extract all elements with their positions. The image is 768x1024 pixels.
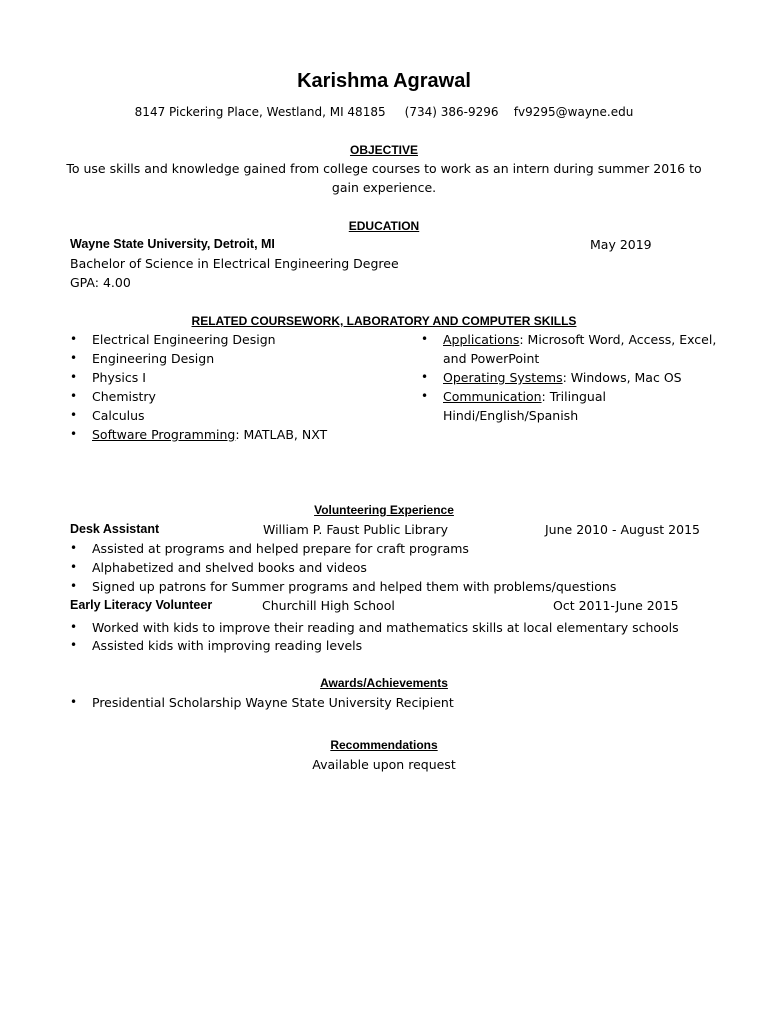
bullet-icon: •	[421, 370, 429, 384]
job-duty: Assisted at programs and helped prepare for craft programs	[92, 541, 469, 556]
volunteering-heading: Volunteering Experience	[314, 503, 454, 517]
job-duty: Worked with kids to improve their reading and mathematics skills at local elementary schools	[92, 620, 679, 635]
job-date: June 2010 - August 2015	[545, 522, 700, 537]
communication-continuation: Hindi/English/Spanish	[443, 408, 579, 423]
skill-item: Engineering Design	[92, 351, 215, 366]
job-duty: Alphabetized and shelved books and videos	[92, 560, 367, 575]
applications-label: Applications	[443, 332, 520, 347]
job-title: Desk Assistant	[70, 522, 160, 536]
bullet-icon: •	[70, 427, 78, 441]
skill-item: Chemistry	[92, 389, 156, 404]
skill-item-applications	[443, 332, 716, 347]
recommendations-text: Available upon request	[312, 757, 456, 772]
skill-item: Calculus	[92, 408, 145, 423]
recommendations-heading: Recommendations	[330, 738, 438, 752]
bullet-icon: •	[70, 408, 78, 422]
bullet-icon: •	[70, 579, 78, 593]
award-item: Presidential Scholarship Wayne State University Recipient	[92, 695, 454, 710]
job-organization: William P. Faust Public Library	[263, 522, 449, 537]
bullet-icon: •	[70, 389, 78, 403]
awards-heading: Awards/Achievements	[320, 676, 448, 690]
education-degree: Bachelor of Science in Electrical Engineering Degree	[70, 256, 399, 271]
bullet-icon: •	[421, 389, 429, 403]
job-title: Early Literacy Volunteer	[70, 598, 213, 612]
bullet-icon: •	[70, 695, 78, 709]
bullet-icon: •	[70, 370, 78, 384]
candidate-name: Karishma Agrawal	[297, 70, 471, 92]
bullet-icon: •	[70, 332, 78, 346]
communication-value: : Trilingual	[541, 389, 606, 404]
education-heading: EDUCATION	[348, 219, 420, 233]
objective-heading: OBJECTIVE	[349, 143, 418, 157]
skill-item: Physics I	[92, 370, 146, 385]
job-organization: Churchill High School	[262, 598, 395, 613]
contact-line: 8147 Pickering Place, Westland, MI 48185 (734) 386-9296 fv9295@wayne.edu	[134, 105, 634, 119]
bullet-icon: •	[70, 351, 78, 365]
bullet-icon: •	[70, 638, 78, 652]
objective-line-1: To use skills and knowledge gained from college courses to work as an intern during summer 2016 to	[66, 161, 702, 176]
job-duty: Assisted kids with improving reading levels	[92, 638, 363, 653]
objective-line-2: gain experience.	[331, 180, 437, 195]
communication-label: Communication	[443, 389, 542, 404]
os-label: Operating Systems	[443, 370, 563, 385]
applications-continuation: and PowerPoint	[443, 351, 540, 366]
job-date: Oct 2011-June 2015	[553, 598, 679, 613]
software-label: Software Programming	[92, 427, 236, 442]
bullet-icon: •	[421, 332, 429, 346]
applications-value: : Microsoft Word, Access, Excel,	[519, 332, 717, 347]
skill-item-communication	[443, 389, 606, 404]
skills-heading: RELATED COURSEWORK, LABORATORY AND COMPUTER SKILLS	[191, 314, 577, 328]
education-school: Wayne State University, Detroit, MI	[70, 237, 275, 251]
bullet-icon: •	[70, 541, 78, 555]
bullet-icon: •	[70, 620, 78, 634]
software-value: : MATLAB, NXT	[235, 427, 328, 442]
skill-item-software	[92, 427, 327, 442]
os-value: : Windows, Mac OS	[562, 370, 682, 385]
education-date: May 2019	[590, 237, 652, 252]
education-gpa: GPA: 4.00	[70, 275, 131, 290]
skill-item: Electrical Engineering Design	[92, 332, 276, 347]
job-duty: Signed up patrons for Summer programs and helped them with problems/questions	[92, 579, 617, 594]
skill-item-os	[443, 370, 682, 385]
bullet-icon: •	[70, 560, 78, 574]
